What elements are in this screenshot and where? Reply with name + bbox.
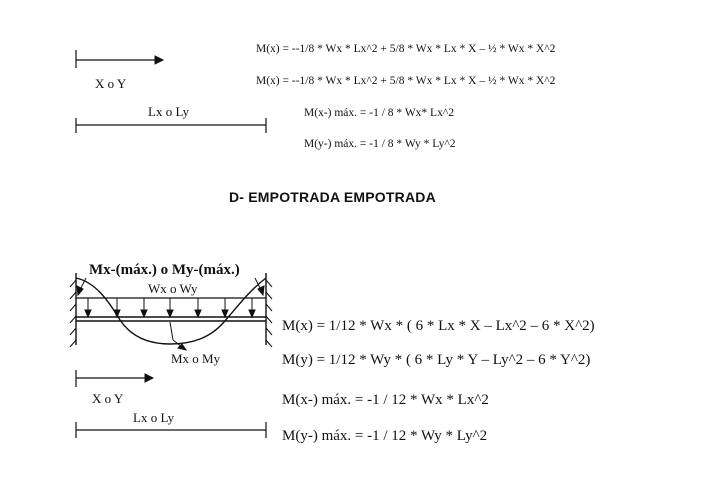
span-moment-arrow [170,322,186,350]
bottom-span-label: Lx o Ly [133,410,175,425]
bottom-equation-2: M(y) = 1/12 * Wy * ( 6 * Ly * Y – Ly^2 – 6 * Y^2) [282,352,591,368]
top-span-label: Lx o Ly [148,104,190,119]
bottom-equation-4: M(y-) máx. = -1 / 12 * Wy * Ly^2 [282,428,488,444]
top-direction-label: X o Y [95,76,127,91]
top-equation-1: M(x) = --1/8 * Wx * Lx^2 + 5/8 * Wx * Lx * X – ½ * Wx * X^2 [256,43,556,55]
distributed-load [76,298,266,317]
right-fixed-support [266,273,272,347]
bottom-direction-arrow [76,370,153,387]
section-title: D- EMPOTRADA EMPOTRADA [229,189,436,205]
load-label: Wx o Wy [148,281,198,296]
top-span-dimension [76,118,266,133]
top-equation-4: M(y-) máx. = -1 / 8 * Wy * Ly^2 [304,138,456,150]
beam [76,317,266,321]
top-equation-3: M(x-) máx. = -1 / 8 * Wx* Lx^2 [304,107,454,119]
top-direction-arrow [76,50,163,68]
span-moment-label: Mx o My [171,351,221,366]
bottom-equation-1: M(x) = 1/12 * Wx * ( 6 * Lx * X – Lx^2 – 6 * X^2) [282,318,595,334]
support-moment-label: Mx-(máx.) o My-(máx.) [89,262,240,278]
bottom-equation-3: M(x-) máx. = -1 / 12 * Wx * Lx^2 [282,392,489,408]
bottom-direction-label: X o Y [92,391,124,406]
top-equation-2: M(x) = --1/8 * Wx * Lx^2 + 5/8 * Wx * Lx * X – ½ * Wx * X^2 [256,75,556,87]
left-fixed-support [70,273,76,347]
